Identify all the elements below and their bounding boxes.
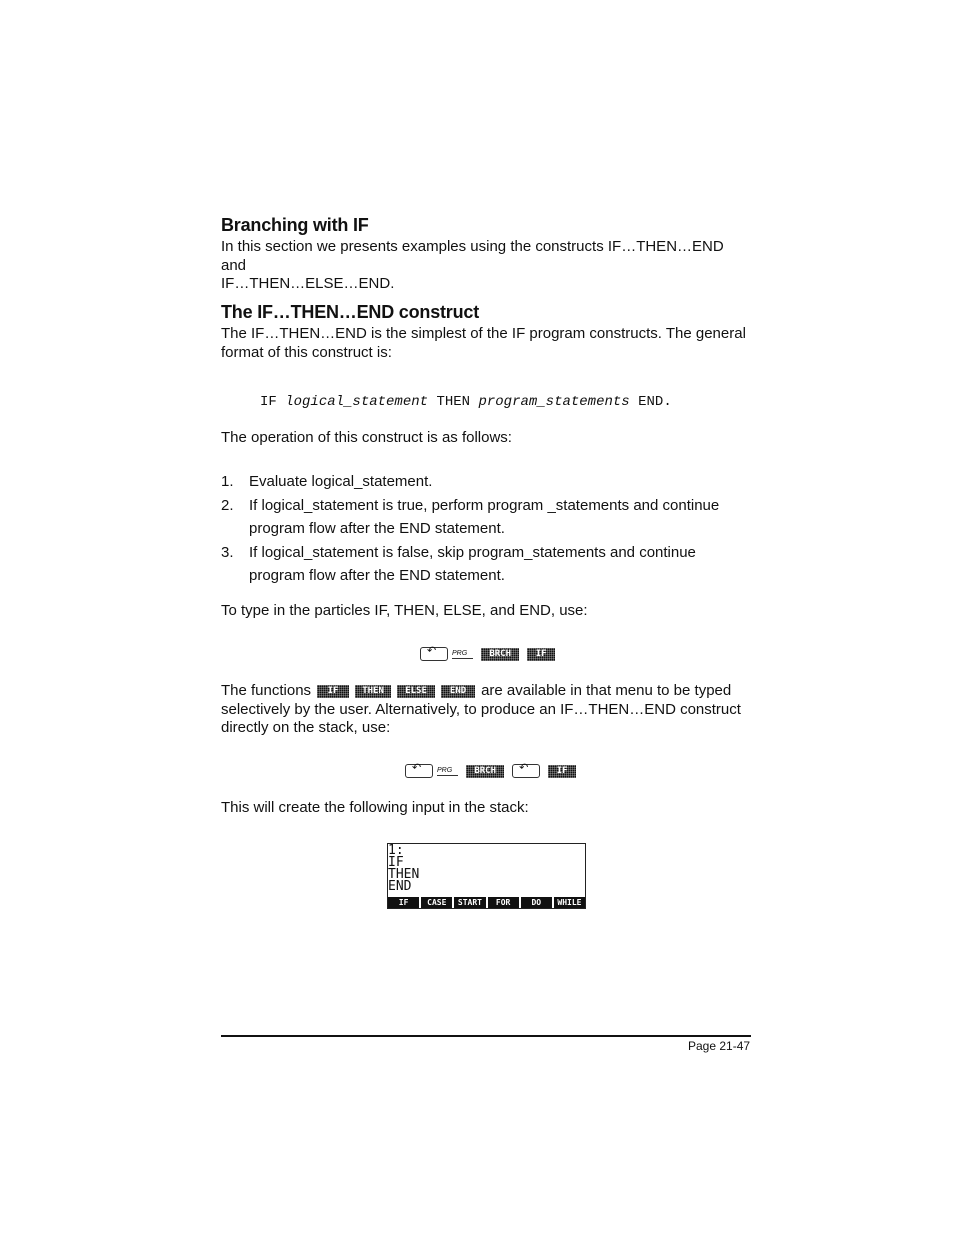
screen-line: IF — [388, 855, 404, 870]
functions-line-2: selectively by the user. Alternatively, to produce an IF…THEN…END construct — [221, 700, 741, 718]
functions-pre: The functions — [221, 682, 312, 699]
kw-end: END. — [638, 394, 672, 410]
functions-paragraph — [221, 682, 751, 738]
arg-program-statements: program_statements — [478, 394, 630, 410]
step-text-cont: program flow after the END statement. — [249, 520, 505, 537]
end-softkey: END — [441, 685, 475, 698]
softmenu-while: WHILE — [554, 897, 585, 908]
prg-key-label: PRG — [437, 767, 458, 776]
if-softkey: IF — [548, 765, 576, 778]
softmenu-if: IF — [388, 897, 419, 908]
screen-line: 1: — [388, 843, 404, 858]
section-intro — [221, 238, 751, 294]
subsection-title: The IF…THEN…END construct — [221, 302, 480, 322]
step-text: If logical_statement is true, perform program _statements and continue — [249, 496, 720, 514]
brch-softkey: BRCH — [481, 648, 519, 661]
step-text: If logical_statement is false, skip program_statements and continue — [249, 543, 696, 561]
screen-line: THEN — [388, 867, 420, 882]
intro-line-2: IF…THEN…ELSE…END. — [221, 275, 395, 292]
keystroke-sequence-2 — [405, 764, 576, 778]
softmenu-case: CASE — [421, 897, 452, 908]
desc-line-2: format of this construct is: — [221, 343, 392, 361]
step-number: 2. — [221, 496, 234, 514]
page-number: Page 21-47 — [688, 1039, 751, 1053]
functions-line-1 — [221, 682, 751, 701]
arg-logical-statement: logical_statement — [285, 394, 429, 410]
step-number: 1. — [221, 473, 234, 490]
stack-intro: This will create the following input in the stack: — [221, 799, 529, 816]
step-text-cont: program flow after the END statement. — [249, 567, 505, 584]
kw-if: IF — [260, 394, 277, 410]
brch-softkey: BRCH — [466, 765, 504, 778]
left-shift-arrow-icon: ↶ — [519, 762, 529, 774]
if-softkey: IF — [527, 648, 555, 661]
softmenu-start: START — [454, 897, 485, 908]
if-softkey: IF — [317, 685, 349, 698]
left-shift-arrow-icon: ↶ — [412, 762, 422, 774]
operation-intro: The operation of this construct is as follows: — [221, 429, 512, 446]
kw-then: THEN — [436, 394, 471, 410]
desc-line-1: The IF…THEN…END is the simplest of the IF program constructs. The general — [221, 325, 746, 342]
left-shift-arrow-icon: ↶ — [427, 645, 437, 657]
left-shift-key — [512, 764, 540, 778]
functions-post: are available in that menu to be typed — [481, 682, 732, 699]
subsection-desc — [221, 325, 751, 362]
softmenu-for: FOR — [488, 897, 519, 908]
steps-list — [221, 470, 751, 590]
left-shift-key — [405, 764, 433, 778]
screen-softmenu — [388, 897, 585, 908]
softmenu-do: DO — [521, 897, 552, 908]
screen-stack — [388, 844, 585, 893]
prg-key-label: PRG — [452, 650, 473, 659]
syntax-line — [260, 394, 672, 410]
else-softkey: ELSE — [397, 685, 435, 698]
left-shift-key — [420, 647, 448, 661]
step-number: 3. — [221, 543, 234, 561]
then-softkey: THEN — [355, 685, 391, 698]
intro-line-1: In this section we presents examples using the constructs IF…THEN…END and — [221, 238, 724, 274]
calculator-screen — [387, 843, 586, 909]
screen-line: END — [388, 879, 412, 894]
footer-rule — [221, 1035, 751, 1037]
keystroke-sequence-1 — [420, 647, 555, 661]
type-intro: To type in the particles IF, THEN, ELSE, and END, use: — [221, 602, 588, 619]
functions-line-3: directly on the stack, use: — [221, 719, 391, 736]
step-text: Evaluate logical_statement. — [249, 473, 433, 490]
section-title: Branching with IF — [221, 215, 369, 235]
